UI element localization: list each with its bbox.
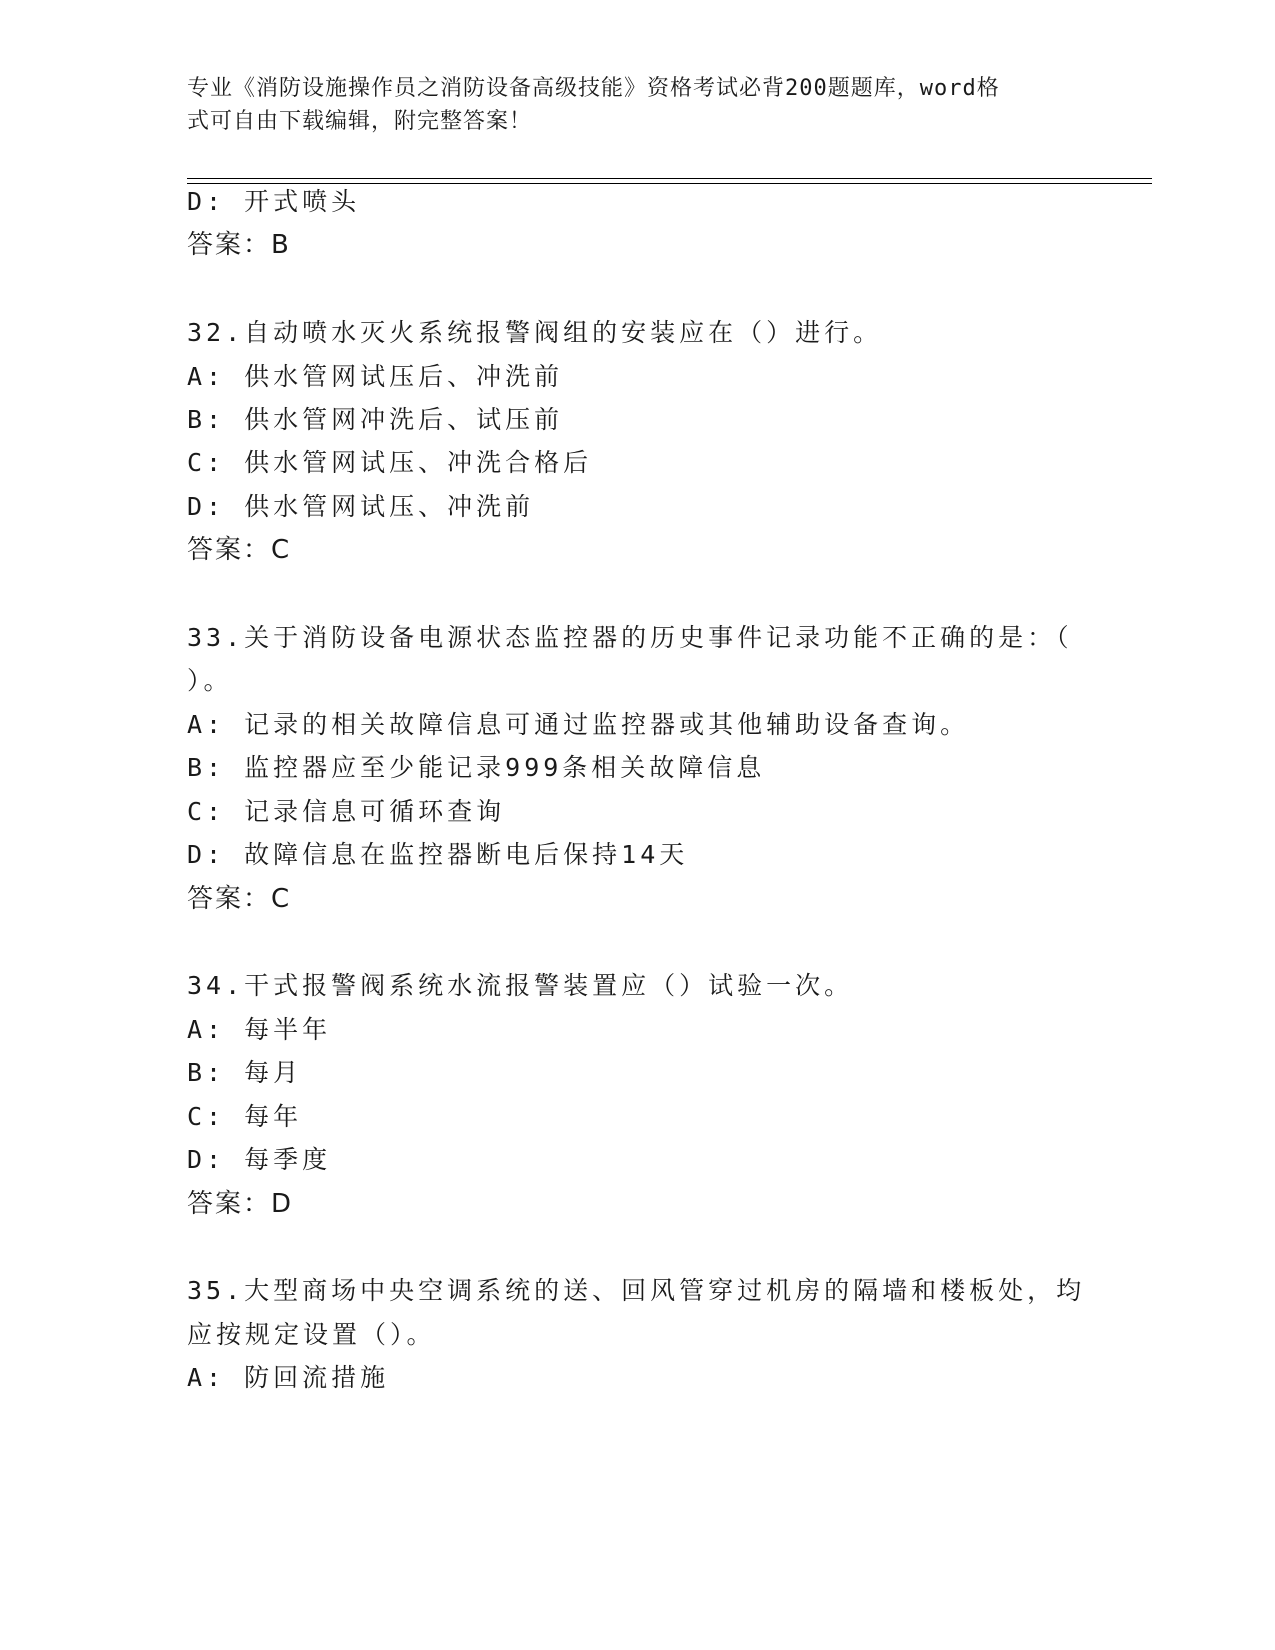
q35-option-a: A: 防回流措施 [187, 1363, 390, 1392]
header-divider-bottom [187, 183, 1152, 184]
q33-option-d: D: 故障信息在监控器断电后保持14天 [187, 840, 689, 869]
q34-option-b: B: 每月 [187, 1058, 303, 1087]
q32-option-d: D: 供水管网试压、冲洗前 [187, 492, 535, 521]
q33-stem-line-2: ）。 [187, 666, 233, 695]
q34-option-d: D: 每季度 [187, 1145, 332, 1174]
q32-option-b: B: 供水管网冲洗后、试压前 [187, 405, 564, 434]
q35-stem-line-1: 35.大型商场中央空调系统的送、回风管穿过机房的隔墙和楼板处，均 [187, 1276, 1086, 1305]
q32-stem: 32.自动喷水灭火系统报警阀组的安装应在（）进行。 [187, 318, 883, 347]
header-line-1: 专业《消防设施操作员之消防设备高级技能》资格考试必背200题题库，word格 [187, 76, 1000, 101]
q34-answer: 答案：D [187, 1189, 294, 1219]
q32-option-c: C: 供水管网试压、冲洗合格后 [187, 448, 593, 477]
header-line-2: 式可自由下载编辑，附完整答案！ [187, 109, 533, 134]
q33-stem-line-1: 33.关于消防设备电源状态监控器的历史事件记录功能不正确的是：（ [187, 623, 1073, 652]
document-header [187, 72, 1067, 138]
q32-answer: 答案：C [187, 535, 292, 565]
q33-option-a: A: 记录的相关故障信息可通过监控器或其他辅助设备查询。 [187, 710, 970, 739]
q34-option-c: C: 每年 [187, 1102, 303, 1131]
q34-option-a: A: 每半年 [187, 1015, 332, 1044]
prev-option-d: D: 开式喷头 [187, 187, 361, 216]
q35-stem-line-2: 应按规定设置（）。 [187, 1320, 436, 1349]
q32-option-a: A: 供水管网试压后、冲洗前 [187, 362, 564, 391]
header-divider-top [187, 178, 1152, 179]
prev-answer: 答案：B [187, 230, 291, 260]
q33-answer: 答案：C [187, 884, 292, 914]
q33-option-c: C: 记录信息可循环查询 [187, 797, 506, 826]
q33-option-b: B: 监控器应至少能记录999条相关故障信息 [187, 753, 766, 782]
q34-stem: 34.干式报警阀系统水流报警装置应（）试验一次。 [187, 971, 854, 1000]
